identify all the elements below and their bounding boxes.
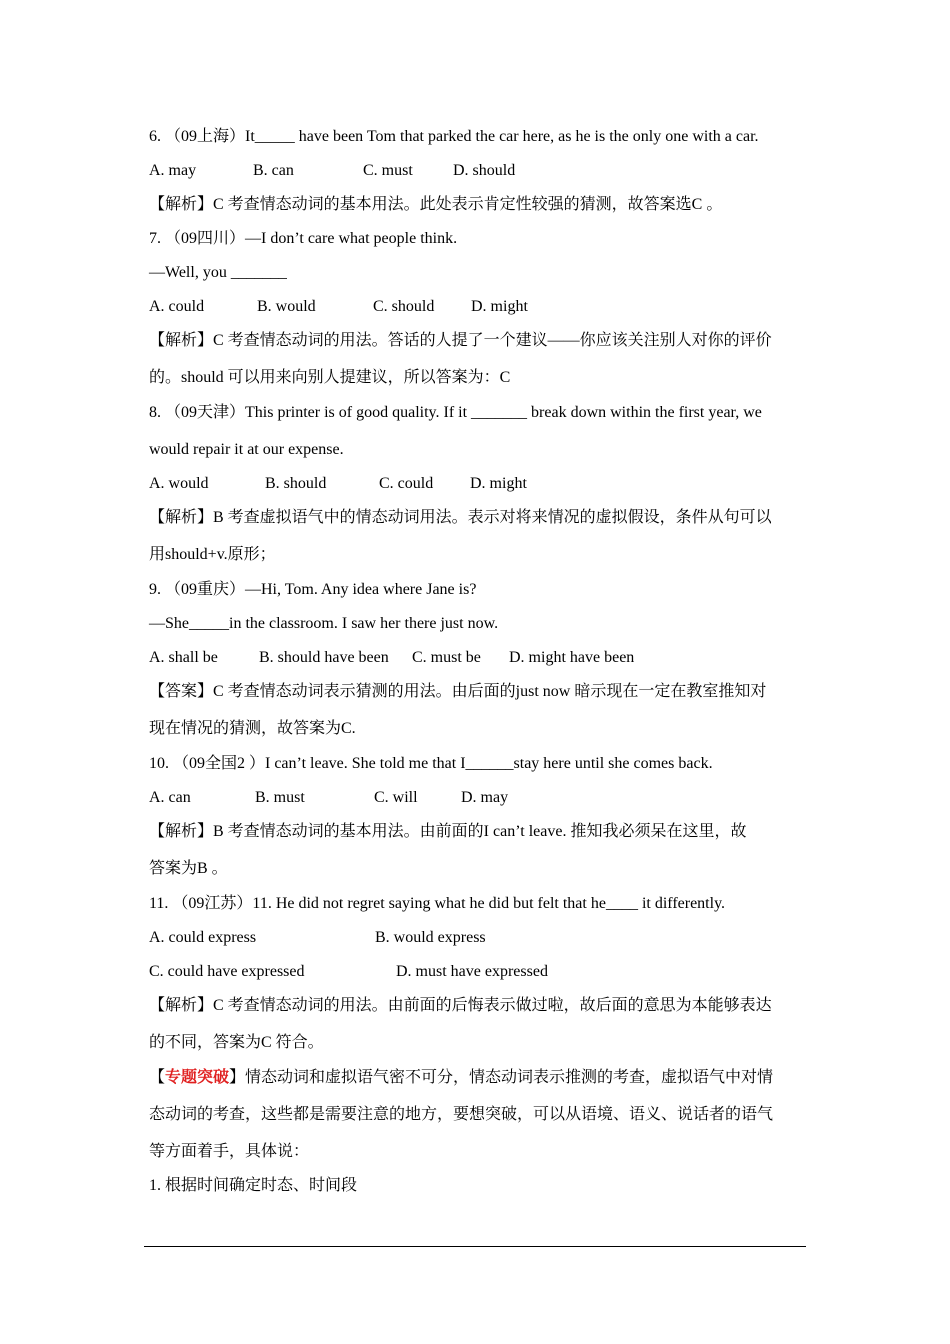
q7-option-d: D. might <box>471 298 528 315</box>
q9-option-b: B. should have been <box>259 649 389 666</box>
q6-stem: 6. （09上海）It_____ have been Tom that parked the car here, as he is the only one with a car. <box>149 128 759 145</box>
q9-option-d: D. might have been <box>509 649 635 666</box>
q11-analysis-line1: 【解析】C 考查情态动词的用法。由前面的后悔表示做过啦，故后面的意思为本能够表达 <box>149 997 772 1014</box>
q9-option-c: C. must be <box>412 649 481 666</box>
breakthrough-line1-text: 情态动词和虚拟语气密不可分，情态动词表示推测的考查，虚拟语气中对情 <box>245 1069 774 1086</box>
q7-options <box>149 297 804 317</box>
breakthrough-point1: 1. 根据时间确定时态、时间段 <box>149 1177 358 1194</box>
q10-option-b: B. must <box>255 789 305 806</box>
q6-analysis: 【解析】C 考查情态动词的基本用法。此处表示肯定性较强的猜测，故答案选C 。 <box>149 196 723 213</box>
q11-options-row1 <box>149 928 804 948</box>
q7-reply: —Well, you _______ <box>149 264 287 281</box>
q7-option-b: B. would <box>257 298 316 315</box>
q8-stem-line2: would repair it at our expense. <box>149 441 344 458</box>
q10-stem: 10. （09全国2 ）I can’t leave. She told me that I______stay here until she comes back. <box>149 755 713 772</box>
q11-analysis-line2: 的不同，答案为C 符合。 <box>149 1034 324 1051</box>
footer-divider <box>144 1246 806 1247</box>
breakthrough-label: 专题突破 <box>165 1069 230 1086</box>
q10-option-d: D. may <box>461 789 509 806</box>
q9-options <box>149 648 804 668</box>
q7-option-c: C. should <box>373 298 435 315</box>
q10-option-c: C. will <box>374 789 418 806</box>
q8-options <box>149 474 804 494</box>
q8-option-a: A. would <box>149 475 209 492</box>
q7-stem: 7. （09四川）—I don’t care what people think. <box>149 230 458 247</box>
q9-analysis-line2: 现在情况的猜测，故答案为C. <box>149 720 356 737</box>
q8-option-c: C. could <box>379 475 434 492</box>
q11-option-c: C. could have expressed <box>149 963 305 980</box>
q11-stem: 11. （09江苏）11. He did not regret saying what he did but felt that he____ it differently. <box>149 895 726 912</box>
q9-analysis-line1: 【答案】C 考查情态动词表示猜测的用法。由后面的just now 暗示现在一定在教室推知对 <box>149 683 767 700</box>
q8-stem-line1: 8. （09天津）This printer is of good quality. If it _______ break down within the first year, we <box>149 404 762 421</box>
q6-option-a: A. may <box>149 162 197 179</box>
q11-option-a: A. could express <box>149 929 257 946</box>
q9-stem: 9. （09重庆）—Hi, Tom. Any idea where Jane is? <box>149 581 477 598</box>
q11-option-d: D. must have expressed <box>396 963 548 980</box>
q8-option-d: D. might <box>470 475 527 492</box>
q8-option-b: B. should <box>265 475 327 492</box>
q10-analysis-line1: 【解析】B 考查情态动词的基本用法。由前面的I can’t leave. 推知我必须呆在这里，故 <box>149 823 747 840</box>
q7-analysis-line2: 的。should 可以用来向别人提建议，所以答案为：C <box>149 369 511 386</box>
q7-option-a: A. could <box>149 298 205 315</box>
breakthrough-bracket-close: 】 <box>229 1069 246 1086</box>
q9-option-a: A. shall be <box>149 649 218 666</box>
q10-option-a: A. can <box>149 789 191 806</box>
q10-options <box>149 788 804 808</box>
q6-option-d: D. should <box>453 162 516 179</box>
q6-option-c: C. must <box>363 162 413 179</box>
q11-option-b: B. would express <box>375 929 486 946</box>
breakthrough-bracket-open: 【 <box>149 1069 166 1086</box>
q7-analysis-line1: 【解析】C 考查情态动词的用法。答话的人提了一个建议——你应该关注别人对你的评价 <box>149 332 772 349</box>
breakthrough-line2: 态动词的考查，这些都是需要注意的地方，要想突破，可以从语境、语义、说话者的语气 <box>149 1106 774 1123</box>
q6-options <box>149 161 804 181</box>
q10-analysis-line2: 答案为B 。 <box>149 860 228 877</box>
q9-reply: —She_____in the classroom. I saw her there just now. <box>149 615 499 632</box>
q6-option-b: B. can <box>253 162 294 179</box>
breakthrough-line3: 等方面着手，具体说： <box>149 1143 310 1160</box>
q8-analysis-line2: 用should+v.原形； <box>149 546 276 563</box>
q8-analysis-line1: 【解析】B 考查虚拟语气中的情态动词用法。表示对将来情况的虚拟假设，条件从句可以 <box>149 509 772 526</box>
q11-options-row2 <box>149 962 804 982</box>
breakthrough-line1 <box>149 1068 804 1088</box>
